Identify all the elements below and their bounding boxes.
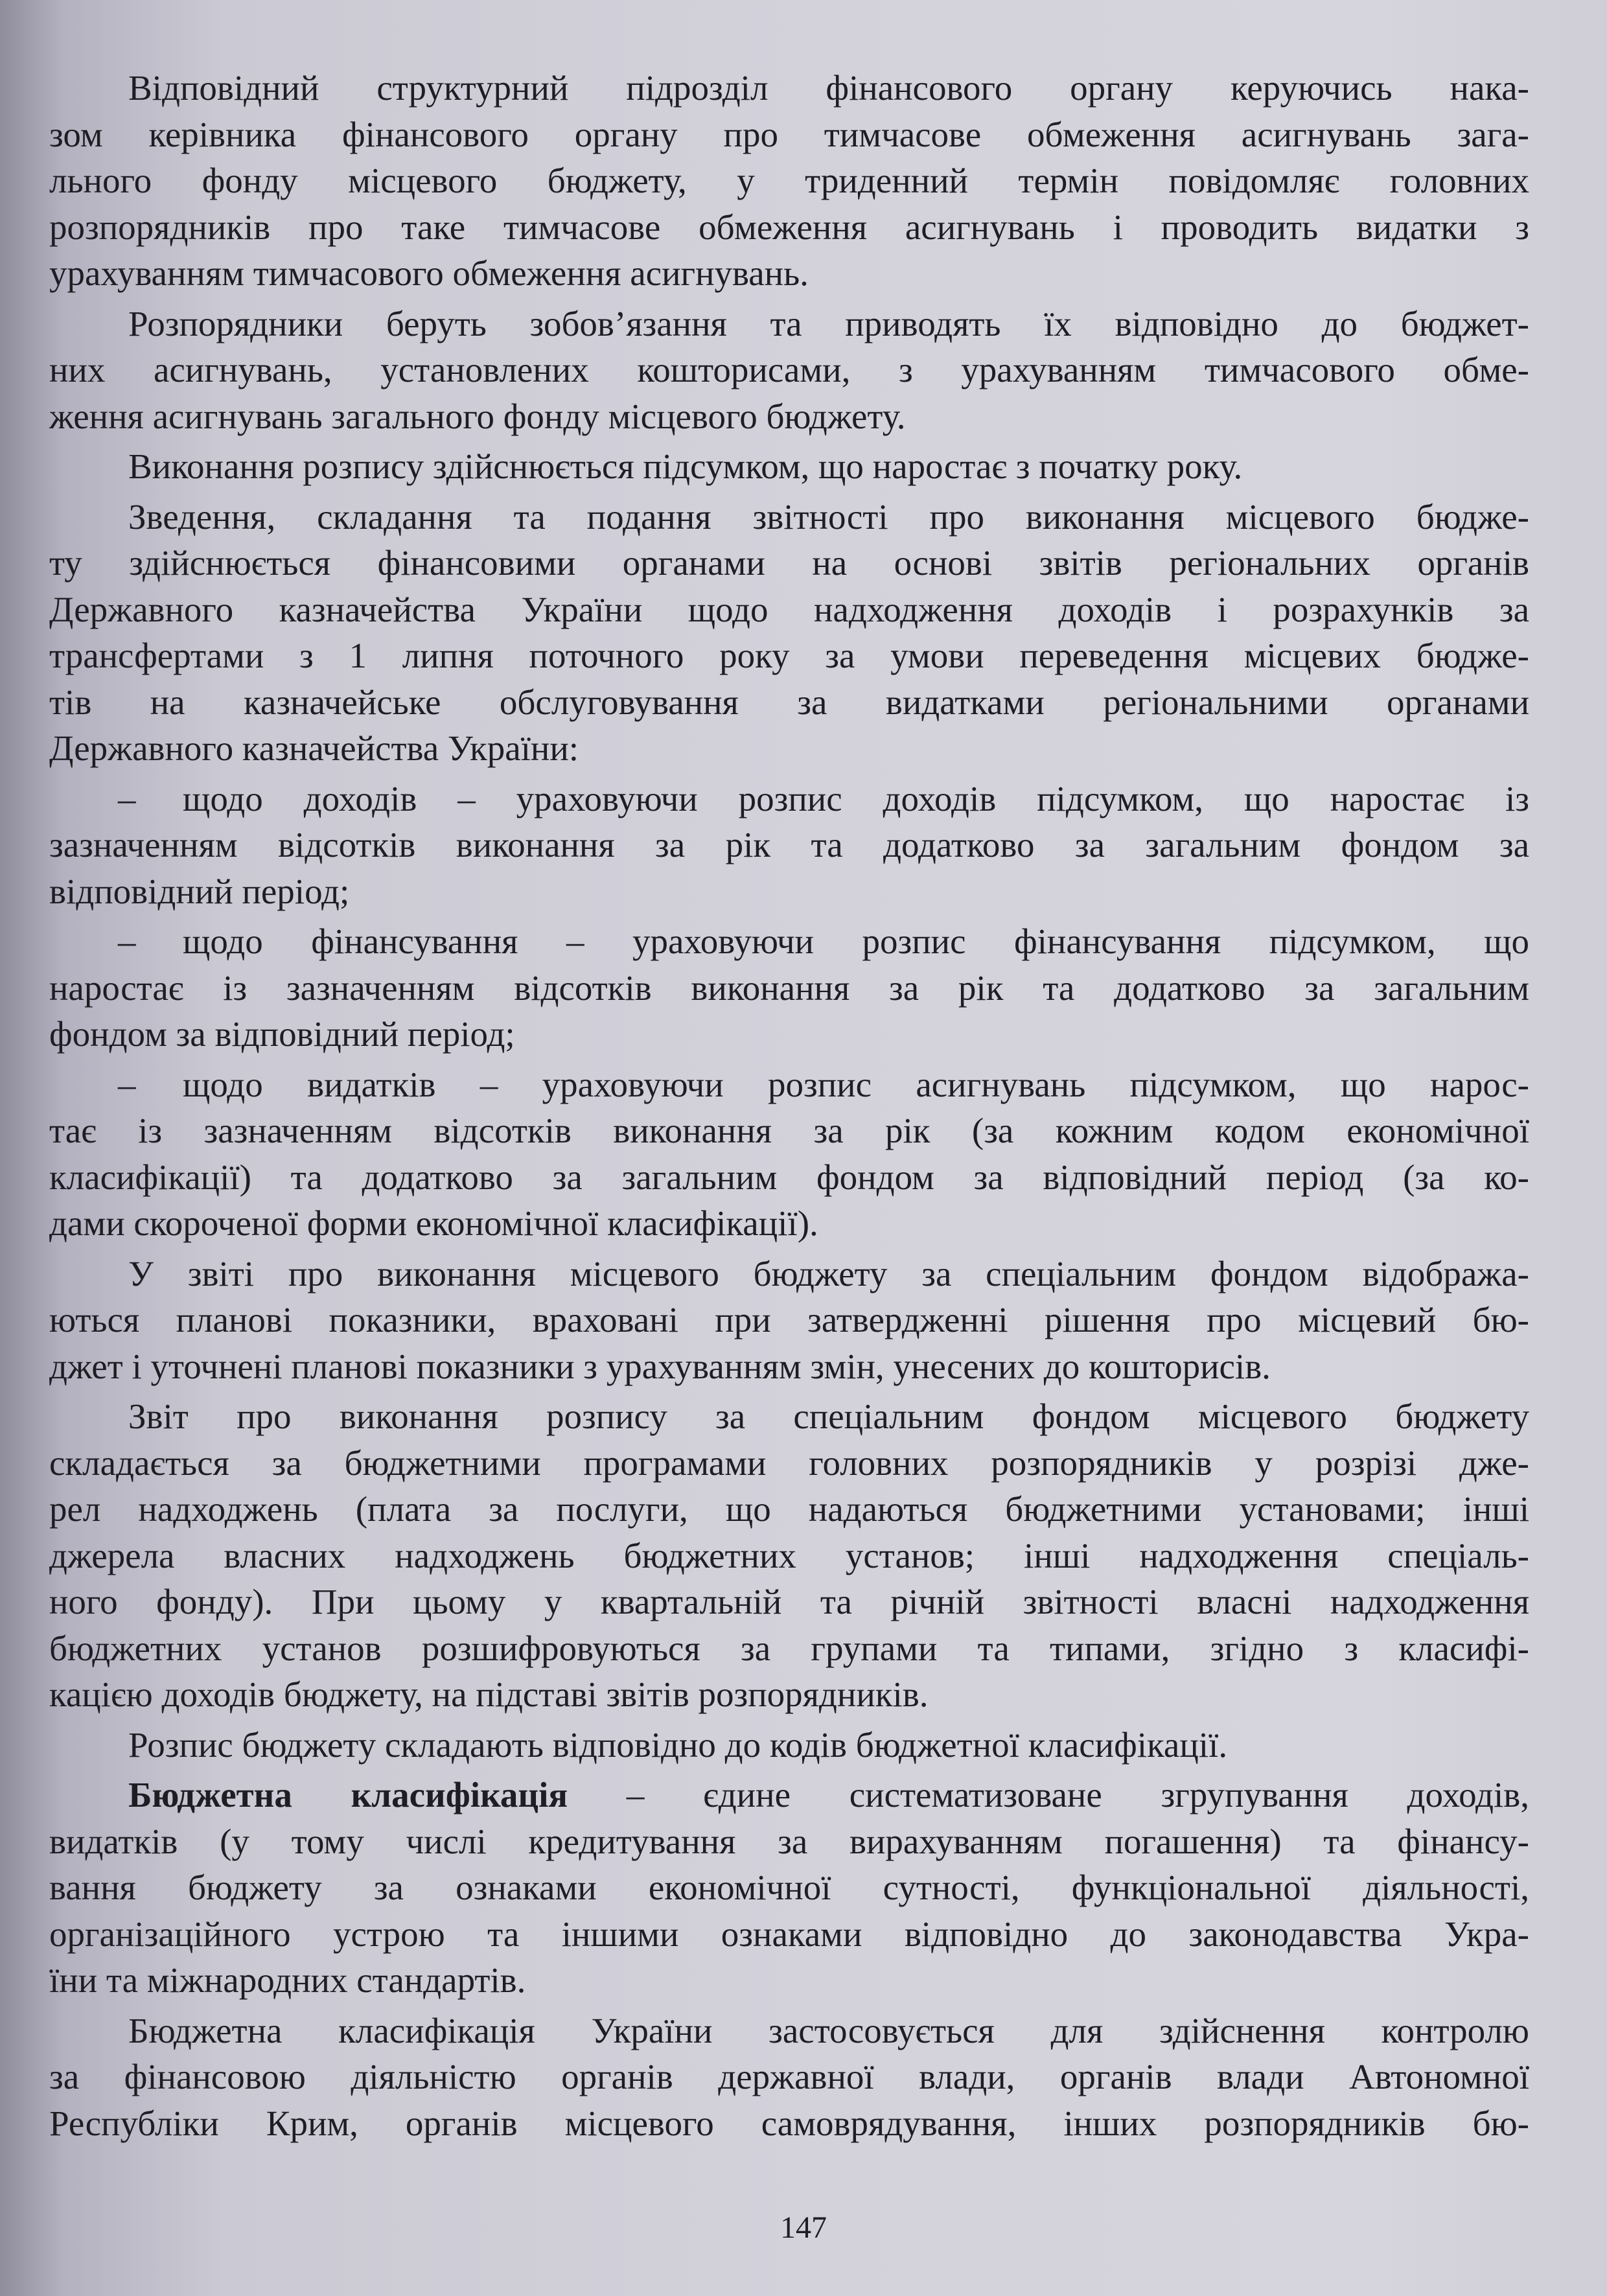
line-text: їни та міжнародних стандартів.	[49, 1960, 526, 2000]
text-line	[49, 776, 1529, 822]
line-text: зом керівника фінансового органу про тимчасове обмеження асигнувань зага-	[49, 114, 1529, 154]
text-line	[49, 1061, 1529, 1108]
text-line	[49, 65, 1529, 111]
line-text: Зведення, складання та подання звітності про виконання місцевого бюдже-	[128, 496, 1529, 537]
line-text: за фінансовою діяльністю органів державної влади, органів влади Автономної	[49, 2057, 1529, 2096]
line-text: рел надходжень (плата за послуги, що надаються бюджетними установами; інші	[49, 1489, 1529, 1529]
text-line	[49, 586, 1529, 633]
text-line	[49, 157, 1529, 204]
text-line	[49, 725, 1529, 772]
line-text: – єдине систематизоване згрупування доходів,	[568, 1775, 1529, 1815]
paragraph	[49, 1772, 1529, 2004]
list-item	[49, 776, 1529, 915]
text-line	[49, 347, 1529, 393]
line-text: Розпорядники беруть зобов’язання та приводять їх відповідно до бюджет-	[128, 303, 1529, 343]
line-text: джет і уточнені планові показники з урахуванням змін, унесених до кошторисів.	[49, 1346, 1271, 1386]
line-text: Розпис бюджету складають відповідно до кодів бюджетної класифікації.	[128, 1724, 1228, 1765]
list-dash-marker: –	[118, 778, 136, 818]
text-line	[49, 918, 1529, 965]
paragraph	[49, 1722, 1529, 1768]
line-text: ються планові показники, враховані при затвердженні рішення про місцевий бю-	[49, 1300, 1529, 1339]
text-line	[49, 2054, 1529, 2100]
line-text: фондом за відповідний період;	[49, 1014, 515, 1054]
text-line	[49, 822, 1529, 868]
line-text: дами скороченої форми економічної класифікації).	[49, 1203, 818, 1243]
text-line	[49, 1957, 1529, 2004]
list-item	[49, 918, 1529, 1058]
text-line	[49, 1772, 1529, 1818]
line-text: складається за бюджетними програмами головних розпорядників у розрізі дже-	[49, 1443, 1529, 1483]
text-line	[49, 679, 1529, 726]
text-line	[49, 494, 1529, 540]
text-line	[49, 1011, 1529, 1058]
paragraph	[49, 443, 1529, 490]
line-text: Державного казначейства України щодо надходження доходів і розрахунків за	[49, 589, 1529, 629]
paragraph	[49, 65, 1529, 297]
line-text: Бюджетна класифікація України застосовується для здійснення контролю	[128, 2010, 1529, 2050]
text-line	[49, 540, 1529, 586]
line-text: розпорядників про таке тимчасове обмеження асигнувань і проводить видатки з	[49, 207, 1529, 247]
line-text: Державного казначейства України:	[49, 728, 579, 768]
text-line	[49, 393, 1529, 440]
line-text: наростає із зазначенням відсотків виконання за рік та додатково за загальним	[49, 968, 1529, 1008]
text-line	[49, 1818, 1529, 1865]
line-text: Звіт про виконання розпису за спеціальним фондом місцевого бюджету	[128, 1397, 1529, 1436]
line-text: щодо видатків – ураховуючи розпис асигнувань підсумком, що нарос-	[183, 1064, 1529, 1104]
list-dash-marker: –	[118, 1064, 136, 1104]
text-line	[49, 1625, 1529, 1672]
paragraph	[49, 494, 1529, 772]
line-text: класифікації) та додатково за загальним фондом за відповідний період (за ко-	[49, 1157, 1529, 1197]
text-line	[49, 250, 1529, 297]
paragraph	[49, 301, 1529, 440]
line-text: вання бюджету за ознаками економічної сутності, функціональної діяльності,	[49, 1868, 1529, 1907]
line-text: Виконання розпису здійснюється підсумком, що наростає з початку року.	[128, 446, 1243, 486]
text-line	[49, 1154, 1529, 1201]
line-text: ту здійснюється фінансовими органами на основі звітів регіональних органів	[49, 543, 1529, 583]
line-text: тає із зазначенням відсотків виконання за рік (за кожним кодом економічної	[49, 1111, 1529, 1150]
text-line	[49, 1579, 1529, 1625]
line-text: них асигнувань, установлених кошторисами, з урахуванням тимчасового обме-	[49, 350, 1529, 389]
text-line	[49, 632, 1529, 679]
text-line	[49, 1343, 1529, 1390]
text-line	[49, 1297, 1529, 1343]
line-text: Республіки Крим, органів місцевого самоврядування, інших розпорядників бю-	[49, 2103, 1529, 2143]
bold-term: Бюджетна класифікація	[128, 1775, 568, 1815]
line-text: урахуванням тимчасового обмеження асигнувань.	[49, 253, 809, 293]
text-line	[49, 965, 1529, 1012]
line-text: щодо доходів – ураховуючи розпис доходів підсумком, що наростає із	[183, 778, 1529, 818]
line-text: відповідний період;	[49, 871, 350, 911]
text-line	[49, 1251, 1529, 1297]
line-text: видатків (у тому числі кредитування за вирахуванням погашення) та фінансу-	[49, 1821, 1529, 1861]
line-text: щодо фінансування – ураховуючи розпис фінансування підсумком, що	[183, 922, 1529, 961]
text-line	[49, 1486, 1529, 1533]
text-line	[49, 1722, 1529, 1768]
text-line	[49, 301, 1529, 347]
line-text: Відповідний структурний підрозділ фінансового органу керуючись нака-	[128, 68, 1529, 108]
paragraph	[49, 1251, 1529, 1390]
paragraph	[49, 1393, 1529, 1718]
text-line	[49, 1107, 1529, 1154]
paragraph	[49, 2008, 1529, 2147]
text-line	[49, 443, 1529, 490]
text-line	[49, 204, 1529, 251]
line-text: організаційного устрою та іншими ознаками відповідно до законодавства Укра-	[49, 1914, 1529, 1954]
line-text: ження асигнувань загального фонду місцевого бюджету.	[49, 396, 906, 436]
text-line	[49, 1864, 1529, 1911]
line-text: ного фонду). При цьому у квартальній та річній звітності власні надходження	[49, 1582, 1529, 1621]
page-body	[49, 65, 1529, 2150]
text-line	[49, 1533, 1529, 1579]
line-text: трансфертами з 1 липня поточного року за умови переведення місцевих бюдже-	[49, 636, 1529, 675]
line-text: кацією доходів бюджету, на підставі звітів розпорядників.	[49, 1675, 929, 1714]
line-text: зазначенням відсотків виконання за рік та додатково за загальним фондом за	[49, 825, 1529, 864]
line-text: бюджетних установ розшифровуються за групами та типами, згідно з класифі-	[49, 1628, 1529, 1668]
line-text: льного фонду місцевого бюджету, у триденний термін повідомляє головних	[49, 161, 1529, 200]
line-text: джерела власних надходжень бюджетних установ; інші надходження спеціаль-	[49, 1535, 1529, 1575]
text-line	[49, 1393, 1529, 1440]
text-line	[49, 1911, 1529, 1958]
list-dash-marker: –	[118, 922, 136, 961]
text-line	[49, 1200, 1529, 1247]
text-line	[49, 868, 1529, 915]
line-text: тів на казначейське обслуговування за видатками регіональними органами	[49, 682, 1529, 722]
text-line	[49, 1440, 1529, 1487]
text-line	[49, 1671, 1529, 1718]
list-item	[49, 1061, 1529, 1247]
line-text: У звіті про виконання місцевого бюджету за спеціальним фондом відобража-	[128, 1253, 1529, 1293]
text-line	[49, 2008, 1529, 2054]
text-line	[49, 2100, 1529, 2147]
text-line	[49, 111, 1529, 158]
page-number: 147	[780, 2210, 827, 2245]
